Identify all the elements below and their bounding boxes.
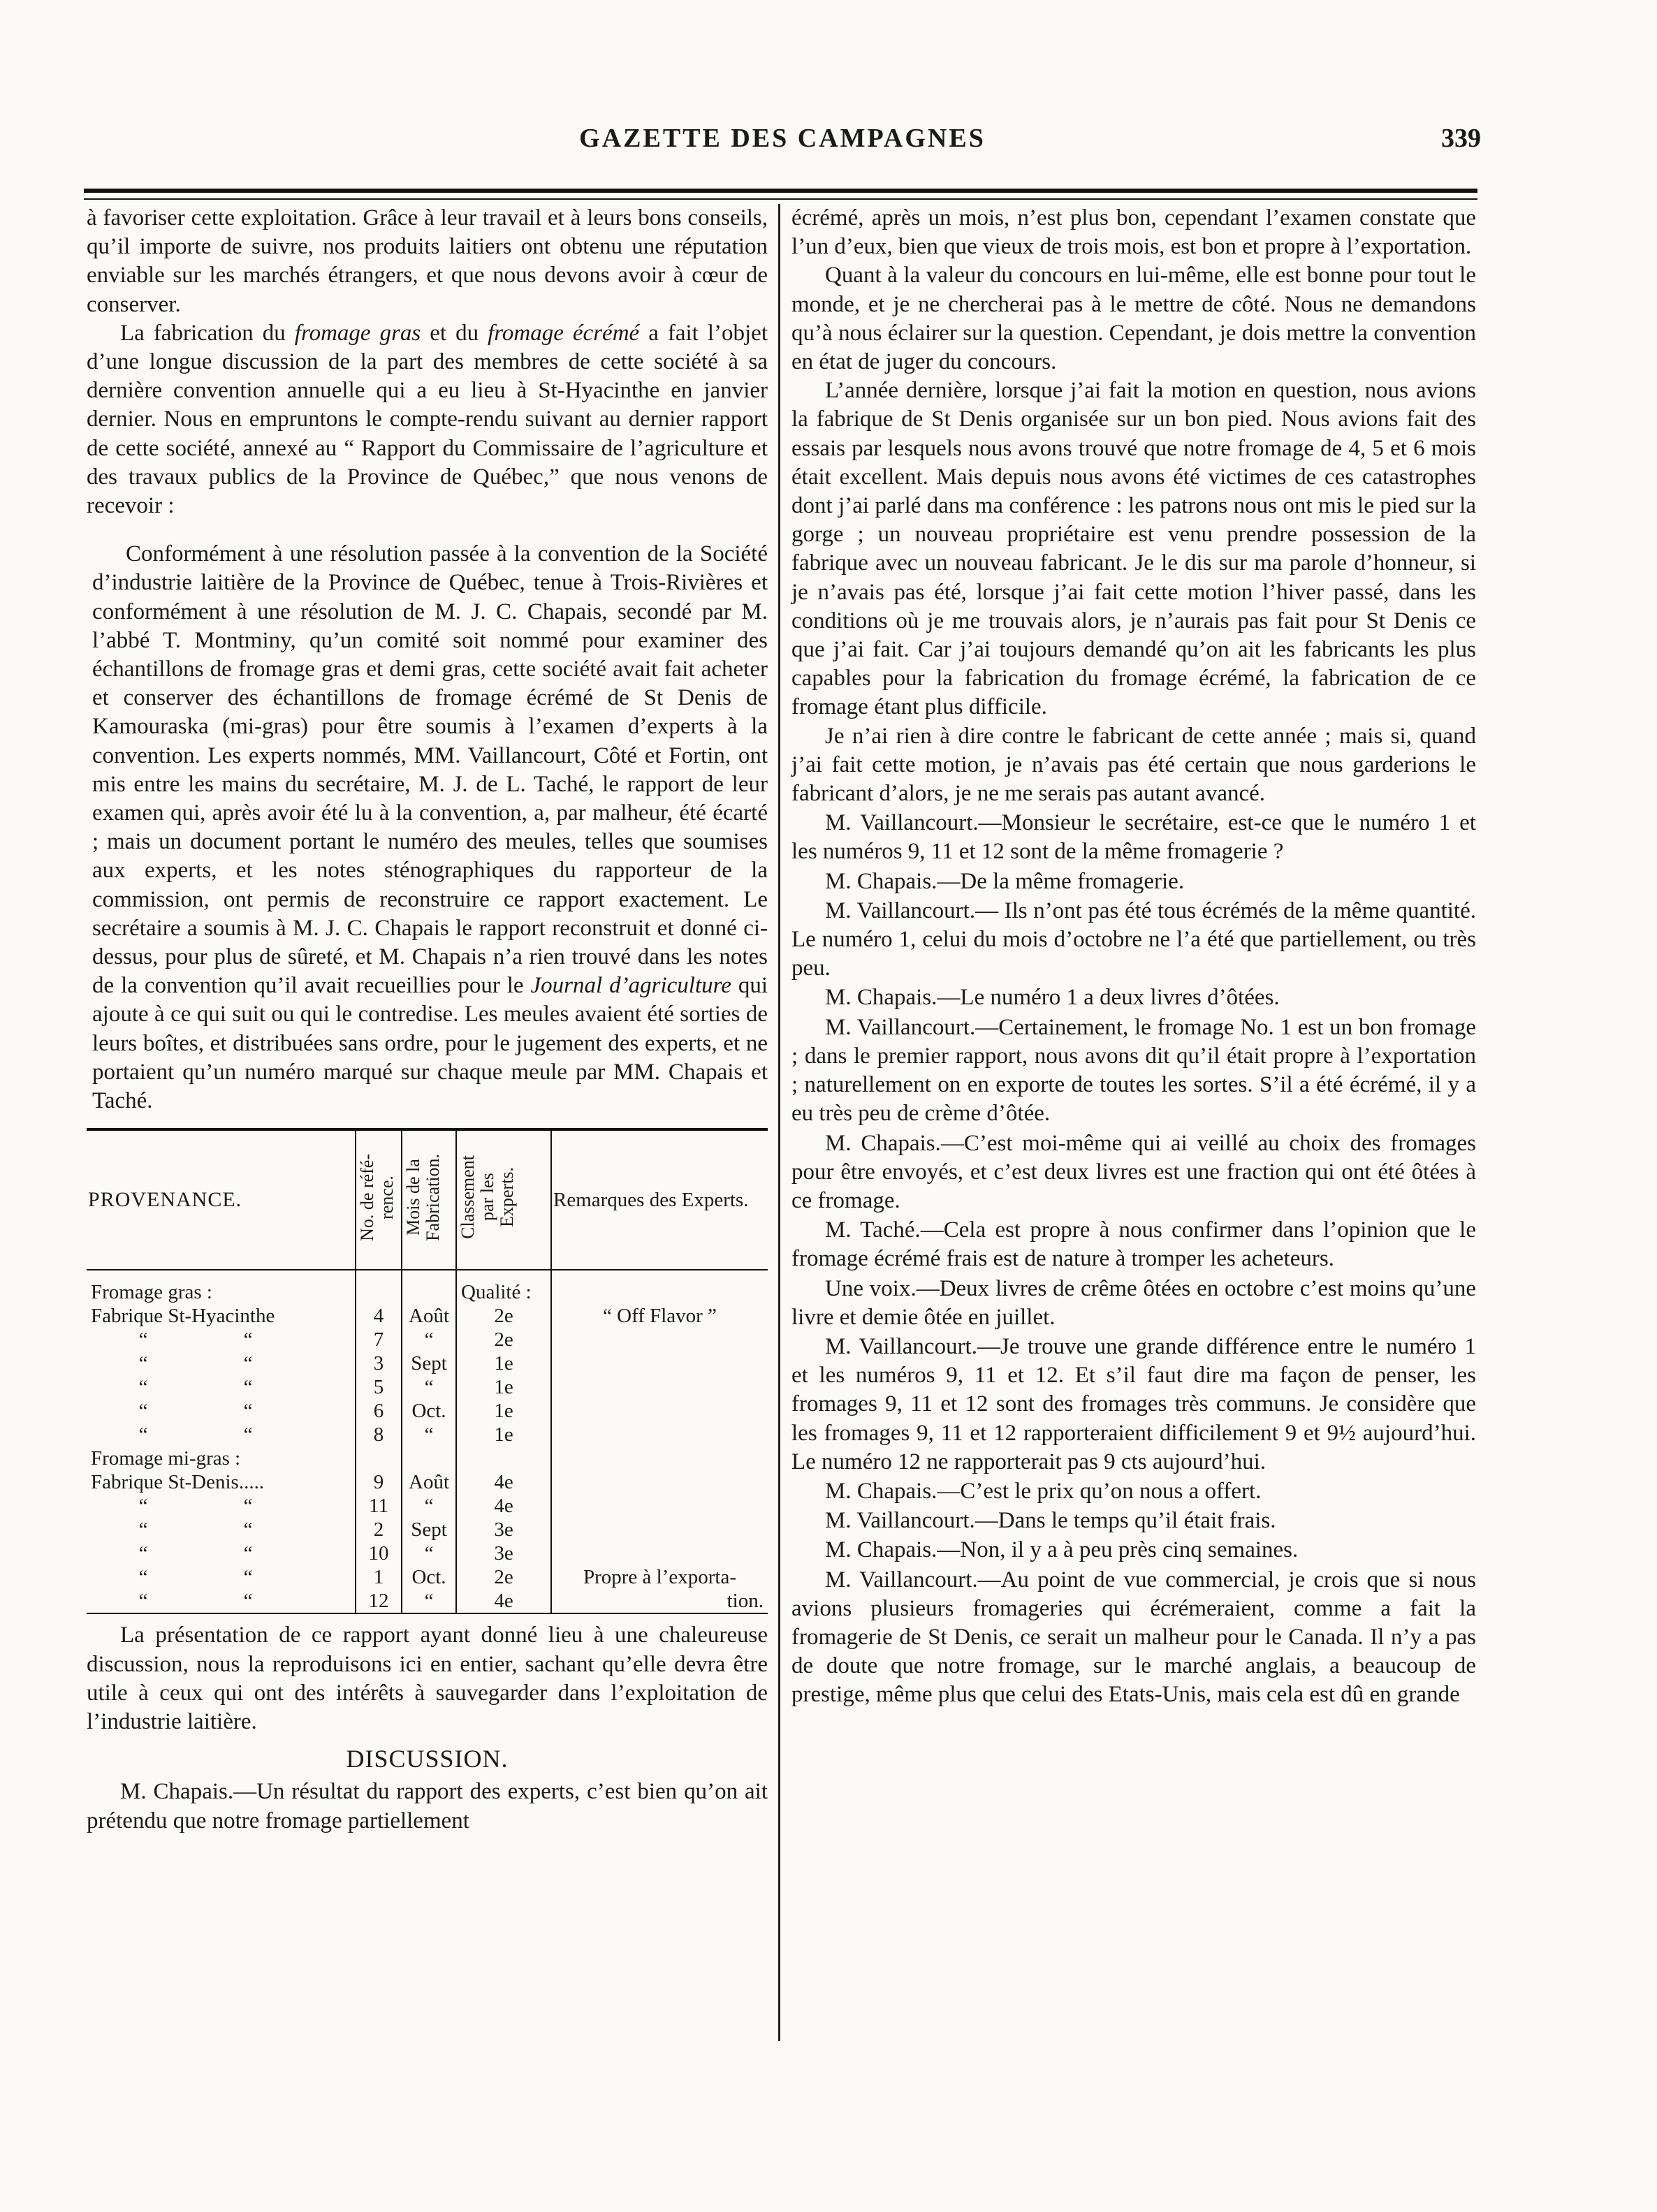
paragraph: M. Vaillancourt.— Ils n’ont pas été tous écrémés de la même quantité. Le numéro 1, celui du mois d’octobre ne l’a été que partiellement, ou très peu. bbox=[791, 898, 1476, 981]
text-run: a fait l’objet d’une longue discussion de la part des membres de cette société à sa dernière convention annuelle qui a eu lieu à St-Hyacinthe en janvier dernier. Nous en empruntons le compte-rendu suivant au dernier rapport de cette société, annexé au “ Rapport du Commissaire de l’agriculture et des travaux publics de la Province de Québec,” que nous venons de recevoir : bbox=[87, 320, 768, 519]
paragraph: M. Taché.—Cela est propre à nous confirmer dans l’opinion que le fromage écrémé frais est de nature à tromper les acheteurs. bbox=[791, 1217, 1476, 1272]
table-row: “ “ 6 Oct. 1e bbox=[87, 1399, 768, 1423]
paragraph: M. Chapais.—De la même fromagerie. bbox=[825, 868, 1185, 894]
header-classement: Classement par les Experts. bbox=[456, 1131, 551, 1270]
paragraph: M. Vaillancourt.—Au point de vue commercial, je crois que si nous avions plusieurs fromageries qui écrémeraient, comme a fait la fromagerie de St Denis, ce serait un malheur pour le Canada. Il n’y a pas de doute que notre fromage, sur le marché anglais, a beaucoup de prestige, même plus que celui des Etats-Unis, mais cela est dû en grande bbox=[791, 1567, 1476, 1708]
header-rule-thick bbox=[84, 189, 1477, 193]
paragraph: La présentation de ce rapport ayant donné lieu à une chaleureuse discussion, nous la reproduisons ici en entier, sachant qu’elle devra être utile à ceux qui ont des intérêts à sauvegarder dans l’exploitation de l’industrie laitière. bbox=[87, 1623, 768, 1734]
header-rule-thin bbox=[84, 198, 1477, 200]
header-month: Mois de la Fabrication. bbox=[402, 1131, 456, 1270]
right-column bbox=[791, 204, 1476, 1710]
journal-title: GAZETTE DES CAMPAGNES bbox=[579, 124, 986, 153]
group-label: Fromage mi-gras : bbox=[91, 1447, 241, 1470]
paragraph: M. Chapais.—Un résultat du rapport des experts, c’est bien qu’on ait prétendu que notre fromage partiellement bbox=[87, 1779, 768, 1833]
italic-text: Journal d’agriculture bbox=[530, 973, 731, 999]
table-row: Fabrique St-Hyacinthe 4 Août 2e “ Off Flavor ” bbox=[87, 1304, 768, 1328]
page-header bbox=[84, 123, 1481, 158]
column-divider bbox=[778, 204, 780, 2041]
left-column bbox=[87, 204, 768, 1836]
table-row: “ “ 11 “ 4e bbox=[87, 1494, 768, 1518]
text-run: La fabrication du bbox=[120, 320, 295, 346]
table-row: “ “ 12 “ 4e tion. bbox=[87, 1589, 768, 1613]
table-row: Fabrique St-Denis..... 9 Août 4e bbox=[87, 1470, 768, 1494]
table-row: “ “ 8 “ 1e bbox=[87, 1423, 768, 1446]
header-remarques: Remarques des Experts. bbox=[551, 1131, 768, 1270]
paragraph: M. Chapais.—C’est moi-même qui ai veillé au choix des fromages pour être envoyés, et c’est deux livres est une fraction qui ont été ôtées à ce fromage. bbox=[791, 1130, 1476, 1213]
paragraph: Quant à la valeur du concours en lui-même, elle est bonne pour tout le monde, et je ne chercherai pas à le mettre de côté. Nous ne demandons qu’à nous éclairer sur la question. Cependant, je dois mettre la convention en état de juger du concours. bbox=[791, 263, 1476, 375]
italic-text: fromage écrémé bbox=[488, 320, 640, 346]
table-row: “ “ 10 “ 3e bbox=[87, 1541, 768, 1565]
paragraph: Je n’ai rien à dire contre le fabricant de cette année ; mais si, quand j’ai fait cette motion, je n’avais pas été certain que nous garderions le fabricant d’alors, je ne me serais pas autant avancé. bbox=[791, 723, 1476, 807]
paragraph: écrémé, après un mois, n’est plus bon, cependant l’examen constate que l’un d’eux, bien que vieux de trois mois, est bon et propre à l’exportation. bbox=[791, 205, 1476, 260]
paragraph: L’année dernière, lorsque j’ai fait la motion en question, nous avions la fabrique de St Denis organisée sur un bon pied. Nous avions fait des essais par lesquels nous avons trouvé que notre fromage de 4, 5 et 6 mois était excellent. Mais depuis nous avons été victimes de ces catastrophes dont j’ai parlé dans ma conférence : les patrons nous ont mis le pied sur la gorge ; un nouveau propriétaire est venu prendre possession de la fabrique avec un nouveau fabricant. Je le dis sur ma parole d’honneur, si je n’avais pas été, lorsque j’ai fait cette motion l’hiver passé, dans les conditions où je me trouvais alors, je n’aurais pas fait pour St Denis ce que j’ai fait. Car j’ai toujours demandé qu’on ait les fabricants les plus capables pour la fabrication du fromage écrémé, la fabrication de ce fromage étant plus difficile. bbox=[791, 378, 1476, 720]
text-run: et du bbox=[421, 320, 488, 346]
table-row: “ “ 5 “ 1e bbox=[87, 1375, 768, 1399]
group-label: Fromage gras : bbox=[91, 1281, 212, 1304]
qualite-label: Qualité : bbox=[456, 1280, 551, 1304]
quoted-report bbox=[87, 540, 768, 1115]
paragraph: M. Vaillancourt.—Monsieur le secrétaire, est-ce que le numéro 1 et les numéros 9, 11 et 12 sont de la même fromagerie ? bbox=[791, 810, 1476, 865]
paragraph: à favoriser cette exploitation. Grâce à leur travail et à leurs bons conseils, qu’il importe de suivre, nos produits laitiers ont obtenu une réputation enviable sur les marchés étrangers, et que nous devons avoir à cœur de conserver. bbox=[87, 205, 768, 317]
paragraph: M. Chapais.—C’est le prix qu’on nous a offert. bbox=[825, 1478, 1262, 1504]
paragraph: M. Vaillancourt.—Dans le temps qu’il était frais. bbox=[825, 1508, 1276, 1534]
paragraph bbox=[87, 319, 768, 520]
header-reference: No. de réfé- rence. bbox=[356, 1131, 402, 1270]
paragraph: Une voix.—Deux livres de crême ôtées en octobre c’est moins qu’une livre et demie ôtée en juillet. bbox=[791, 1275, 1476, 1330]
paragraph: M. Chapais.—Le numéro 1 a deux livres d’ôtées. bbox=[825, 985, 1280, 1011]
text-run: Conformément à une résolution passée à la convention de la Société d’industrie laitière de la Province de Québec, tenue à Trois-Rivières et conformément à une résolution de M. J. C. Chapais, secondé par M. l’abbé T. Montminy, qu’un comité soit nommé pour examiner des échantillons de fromage gras et demi gras, cette société avait fait acheter et conserver des échantillons de fromage écrémé de St Denis de Kamouraska (mi-gras) pour être soumis à l’examen d’experts à la convention. Les experts nommés, MM. Vaillancourt, Côté et Fortin, ont mis entre les mains du secrétaire, M. J. de L. Taché, le rapport de leur examen qui, après avoir été lu à la convention, a, par malheur, été écarté ; mais un document portant le numéro des meules, telles que soumises aux experts, et les notes sténographiques du rapporteur de la commission, ont permis de reconstruire ce rapport exactement. Le secrétaire a soumis à M. J. C. Chapais le rapport reconstruit et donné ci-dessus, pour plus de sûreté, et M. Chapais n’a rien trouvé dans les notes de la convention qu’il avait recueillies pour le bbox=[92, 541, 768, 999]
paragraph: M. Chapais.—Non, il y a à peu près cinq semaines. bbox=[825, 1537, 1299, 1563]
paragraph: M. Vaillancourt.—Certainement, le fromage No. 1 est un bon fromage ; dans le premier rapport, nous avons dit qu’il était propre à l’exportation ; naturellement on en exporte de toutes les sortes. S’il a été écrémé, il y a eu très peu de crème d’ôtée. bbox=[791, 1014, 1476, 1127]
experts-table bbox=[87, 1128, 768, 1614]
table-row: “ “ 2 Sept 3e bbox=[87, 1518, 768, 1541]
page-number: 339 bbox=[1441, 124, 1481, 153]
italic-text: fromage gras bbox=[294, 320, 421, 346]
table-row: “ “ 1 Oct. 2e Propre à l’exporta- bbox=[87, 1565, 768, 1589]
section-heading: DISCUSSION. bbox=[346, 1745, 509, 1773]
text-run: qui ajoute à ce qui suit ou qui le contredise. Les meules avaient été sorties de leurs boîtes, et distribuées sans ordre, pour le jugement des experts, et ne portaient qu’un numéro marqué sur chaque meule par MM. Chapais et Taché. bbox=[92, 973, 768, 1114]
table-row: “ “ 3 Sept 1e bbox=[87, 1352, 768, 1375]
header-provenance: PROVENANCE. bbox=[87, 1131, 356, 1270]
paragraph: M. Vaillancourt.—Je trouve une grande différence entre le numéro 1 et les numéros 9, 11 et 12. Et s’il faut dire ma façon de penser, les fromages 9, 11 et 12 sont des fromages très communs. Je considère que les fromages 9, 11 et 12 rapporteraient difficilement 9 et 9½ aujourd’hui. Le numéro 12 ne rapporterait pas 9 cts aujourd’hui. bbox=[791, 1333, 1476, 1474]
table-row: “ “ 7 “ 2e bbox=[87, 1328, 768, 1352]
